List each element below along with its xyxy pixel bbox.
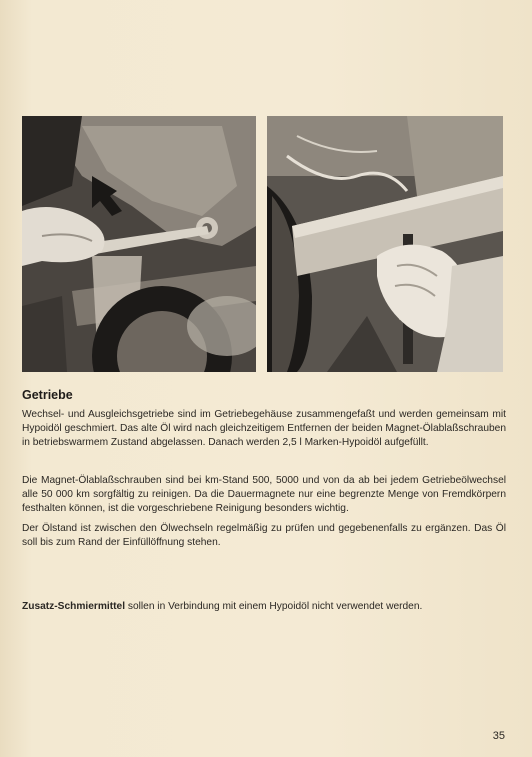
photo-left-illustration	[22, 116, 256, 372]
section-heading: Getriebe	[22, 388, 73, 402]
paragraph-drain-plug-cleaning: Die Magnet-Ölablaßschrauben sind bei km-Stand 500, 5000 und von da ab bei jedem Getriebeölwechsel alle 50 000 km sorgfältig zu reinigen. Da die Dauermagnete nur eine begrenzte Menge von Fremdkörpern festhalten können, ist die vorgeschriebene Reinigung besonders wichtig.	[22, 475, 506, 515]
photo-right-illustration	[267, 116, 503, 372]
paragraph-oil-level: Der Ölstand ist zwischen den Ölwechseln regelmäßig zu prüfen und gegebenenfalls zu ergänzen. Das Öl soll bis zum Rand der Einfüllöffnung stehen.	[22, 523, 506, 549]
photo-oil-filler-wrench	[267, 116, 503, 372]
page-number: 35	[492, 730, 505, 742]
note-additives	[22, 600, 506, 614]
photo-transmission-drain-plug	[22, 116, 256, 372]
note-text: sollen in Verbindung mit einem Hypoidöl nicht verwendet werden.	[125, 601, 423, 612]
paragraph-oil-description: Wechsel- und Ausgleichsgetriebe sind im Getriebegehäuse zusammengefaßt und werden gemeinsam mit Hypoidöl geschmiert. Das alte Öl wird nach gleichzeitigem Entfernen der beiden Magnet-Ölablaßschrauben in betriebswarmem Zustand abgelassen. Danach werden 2,5 l Marken-Hypoidöl aufgefüllt.	[22, 409, 506, 449]
note-lead: Zusatz-Schmiermittel	[22, 601, 126, 612]
